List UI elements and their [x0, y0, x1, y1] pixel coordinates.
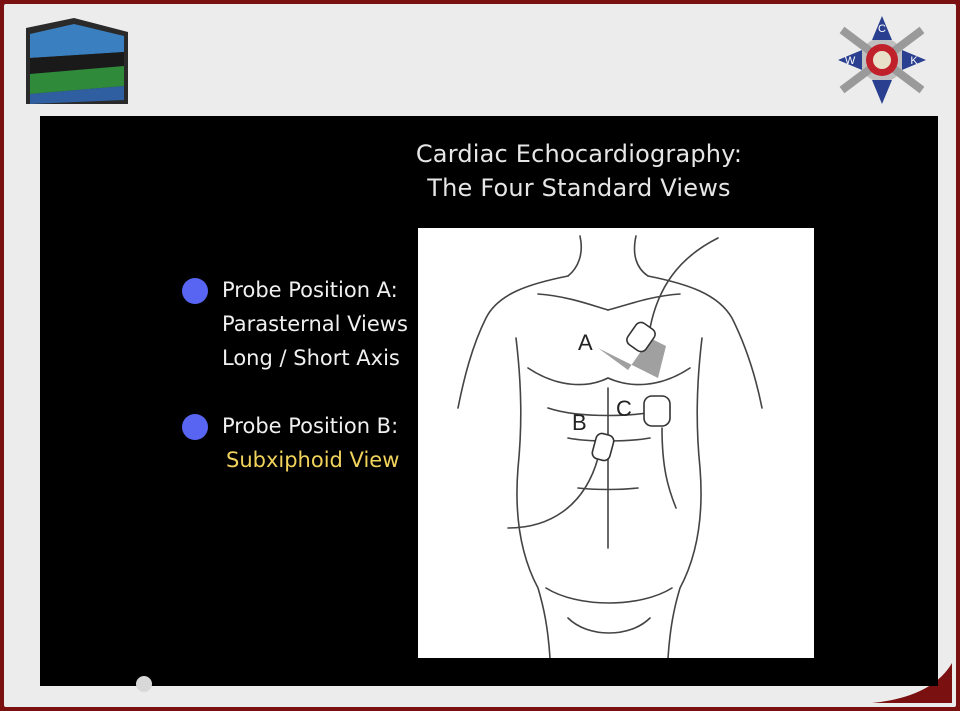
bullet-a-line3: Long / Short Axis — [222, 346, 400, 370]
bullet-a-line1: Probe Position A: — [222, 278, 398, 302]
bullet-a-line2: Parasternal Views — [222, 312, 408, 336]
slide-title-line2: The Four Standard Views — [427, 174, 731, 202]
probe-label-b: B — [572, 410, 587, 435]
crest-letter-k: K — [910, 55, 918, 67]
torso-probe-diagram — [418, 228, 814, 658]
slide-progress-dot — [136, 676, 152, 692]
page-frame — [4, 4, 956, 707]
slide-title-line1: Cardiac Echocardiography: — [415, 140, 743, 168]
torso-drawing — [418, 228, 814, 658]
bullet-b-line2: Subxiphoid View — [226, 448, 400, 472]
bullet-dot-a — [182, 278, 208, 304]
crest-letter-c: C — [878, 23, 886, 35]
bullet-b-line1: Probe Position B: — [222, 414, 399, 438]
probe-label-a: A — [578, 330, 593, 355]
slide-panel — [40, 116, 938, 686]
crest-letter-w: W — [844, 55, 856, 67]
probe-label-c: C — [616, 396, 632, 421]
military-cross-crest-logo — [820, 14, 944, 106]
bullet-dot-b — [182, 414, 208, 440]
flag-logo — [22, 14, 132, 114]
